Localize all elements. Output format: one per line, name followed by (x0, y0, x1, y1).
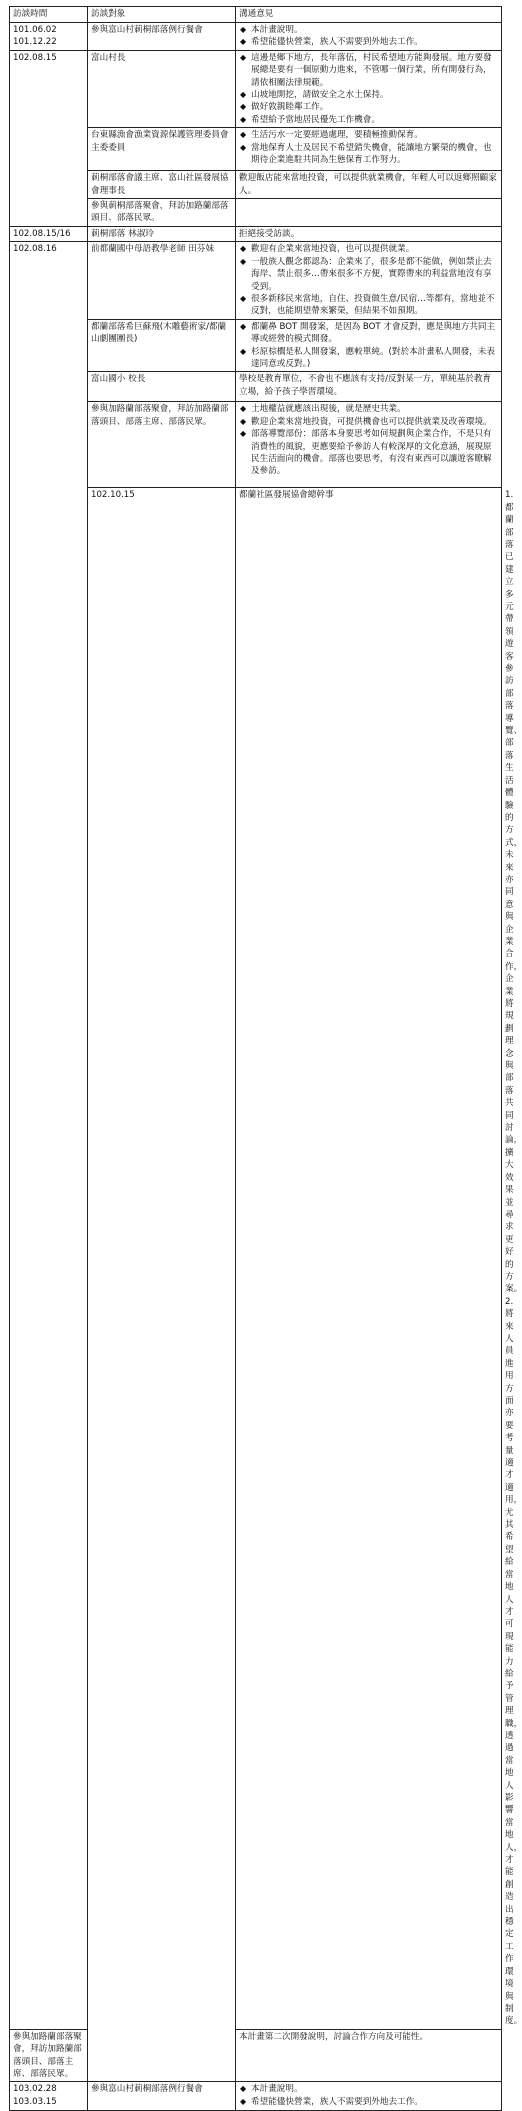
table-row: 102.10.15 都蘭社區發展協會總幹事 1.都蘭部落已建立多元帶領遊客參訪部落導覽、部落生活體驗的方式，未來亦同意與企業合作，企業將規劃理念與部落共同討論，擴大效果並尋求更好的方案。 2.將來人員進用方面亦要考量適才適用，尤其希望給當地人才可現能力給予管理職，透過當地人影響當地人，才能創造出穩定工作環境與制度。 (10, 488, 502, 2029)
target-cell: 參與富山村莿桐部落例行餐會 (88, 23, 236, 51)
diamond-bullet-icon: ◆ (240, 256, 247, 266)
note-item (239, 114, 498, 126)
note-list (239, 129, 498, 166)
note-item (239, 142, 498, 167)
date-line: 103.03.15 (13, 2096, 57, 2107)
note-item (239, 256, 498, 293)
target-cell: 莿桐部落會議主席、富山社區發展協會理事長 (88, 171, 236, 199)
note-text: 杉原棕櫚是私人開發案，應較單純。(對於本計畫私人開發，未表達同意或反對。) (251, 346, 495, 369)
diamond-bullet-icon: ◆ (240, 293, 247, 303)
note-text: 本計畫說明。 (251, 2084, 303, 2095)
notes-cell (236, 171, 502, 199)
note-text: 生活污水一定要經過處理，要積極推動保育。 (251, 130, 423, 141)
note-text: 歡迎企業來當地投資，可提供機會也可以提供就業及改善環境。 (251, 416, 492, 427)
note-item (239, 89, 498, 101)
target-cell: 參與富山村莿桐部落例行餐會 (88, 2082, 236, 2111)
note-item (239, 36, 498, 48)
date-line: 101.06.02 (13, 25, 57, 35)
note-item (239, 101, 498, 113)
diamond-bullet-icon: ◆ (240, 52, 247, 62)
note-item (239, 321, 498, 346)
table-row (10, 23, 502, 51)
notes-cell (236, 2029, 502, 2082)
diamond-bullet-icon: ◆ (240, 429, 247, 439)
notes-cell (236, 23, 502, 51)
diamond-bullet-icon: ◆ (240, 416, 247, 426)
target-cell: 參與加路蘭部落聚會，拜訪加路蘭部落頭目、部落主席、部落民眾。 (88, 402, 236, 488)
diamond-bullet-icon: ◆ (240, 102, 247, 112)
date-line: 102.08.15/16 (13, 228, 71, 239)
date-cell (88, 488, 236, 2082)
target-cell: 都蘭社區發展協會總幹事 (236, 488, 502, 2029)
notes-cell (236, 319, 502, 372)
note-item (239, 129, 498, 141)
diamond-bullet-icon: ◆ (240, 2084, 247, 2094)
note-text: 做好敦親睦鄰工作。 (251, 102, 329, 113)
notes-cell (236, 50, 502, 127)
header-notes: 溝通意見 (236, 7, 502, 23)
header-date: 訪談時間 (10, 7, 88, 23)
note-text: 當地保育人士及居民不希望錯失機會，能讓地方繁榮的機會，也期待企業進駐共同為生態保育工作努力。 (251, 142, 492, 166)
note-item (239, 346, 498, 371)
note-text: 一般族人觀念都認為：企業來了，很多是都不能做，例如禁止去海岸、禁止很多…帶來很多不方便，實際帶來的利益當地沒有享受到。 (251, 256, 492, 292)
diamond-bullet-icon: ◆ (240, 2096, 247, 2106)
note-text: 歡迎有企業來當地投資，也可以提供就業。 (251, 244, 415, 255)
note-text: 部落導覽部份：部落本身要思考如何規劃與企業合作，不是只有消費性的風貌，更應要給予參訪人有較深厚的文化意涵，展現原民生活面向的機會。部落也要思考，有沒有東西可以讓遊客瞭解及參訪。 (251, 429, 492, 477)
note-text: 很多新移民來當地，自住、投資做生意/民宿…等都有，當地並不反對，也能期望帶來繁榮，但結果不如預期。 (251, 293, 495, 317)
target-cell: 富山村長 (88, 50, 236, 127)
diamond-bullet-icon: ◆ (240, 244, 247, 254)
target-cell: 都蘭部落希巨蘇飛(木雕藝術家/都蘭山劇團團長) (88, 319, 236, 372)
note-list (239, 403, 498, 477)
notes-cell (236, 199, 502, 227)
target-cell: 參與加路蘭部落聚會，拜訪加路蘭部落頭目、部落主席、部落民眾。 (10, 2029, 88, 2082)
table-row (10, 50, 502, 127)
target-cell: 台東縣漁會漁業資源保護管理委員會 主委委員 (88, 128, 236, 171)
note-item (239, 428, 498, 478)
note-item (239, 293, 498, 318)
note-paragraph: 學校是教育單位，不會也不應該有支持/反對某一方，單純基於教育立場，給予孩子學習環境。 (239, 374, 492, 397)
note-text: 土地權益就應該出現後，就是歷史共業。 (251, 404, 406, 415)
note-item (239, 403, 498, 415)
diamond-bullet-icon: ◆ (240, 114, 247, 124)
note-text: 這邊是鄉下地方，長年落伍，村民希望地方能夠發展。地方要發展總是要有一個原動力進來，不管哪一個行業，所有開發行為，請依相關法律規範。 (251, 52, 492, 88)
note-paragraph: 歡迎飯店能來當地投資，可以提供就業機會，年輕人可以返鄉照顧家人。 (239, 173, 497, 196)
header-target: 訪談對象 (88, 7, 236, 23)
target-cell: 富山國小 校長 (88, 372, 236, 402)
diamond-bullet-icon: ◆ (240, 130, 247, 140)
note-list (239, 321, 498, 371)
note-list (239, 243, 498, 317)
note-item (239, 24, 498, 36)
date-line: 102.08.15 (13, 52, 57, 63)
note-text: 都蘭鼻 BOT 開發案，是因為 BOT 才會反對，應是與地方共同主導或經營的模式開發。 (251, 321, 496, 345)
diamond-bullet-icon: ◆ (240, 25, 247, 34)
diamond-bullet-icon: ◆ (240, 142, 247, 152)
note-item (239, 243, 498, 255)
date-cell (10, 226, 88, 241)
table-row (10, 2082, 502, 2111)
target-cell: 參與莿桐部落聚會，拜訪加路蘭部落頭目、部落民眾。 (88, 199, 236, 227)
note-list (239, 2083, 498, 2108)
table-row (10, 226, 502, 241)
date-line: 101.12.22 (13, 37, 57, 48)
notes-cell (236, 242, 502, 319)
note-list (239, 24, 498, 49)
interview-table (9, 6, 522, 2111)
date-cell (10, 50, 88, 226)
note-text: 希望能儘快營業，族人不需要到外地去工作。 (251, 37, 423, 48)
note-text: 希望能儘快營業，族人不需要到外地去工作。 (251, 2096, 423, 2107)
diamond-bullet-icon: ◆ (240, 321, 247, 331)
diamond-bullet-icon: ◆ (240, 346, 247, 356)
date-cell (10, 23, 88, 51)
date-line: 103.02.28 (13, 2084, 57, 2095)
note-item (239, 2083, 498, 2095)
diamond-bullet-icon: ◆ (240, 37, 247, 47)
date-cell (10, 2082, 88, 2111)
note-text: 本計畫說明。 (251, 25, 303, 35)
note-list (239, 52, 498, 126)
notes-cell (236, 2082, 502, 2111)
date-line: 102.08.16 (13, 244, 57, 255)
date-cell (10, 242, 88, 2029)
table-header (10, 7, 502, 23)
note-item (239, 416, 498, 428)
note-text: 山坡地開挖，請做安全之水土保持。 (251, 90, 389, 101)
note-paragraph: 拒絕接受訪談。 (239, 228, 300, 239)
notes-cell (236, 372, 502, 402)
diamond-bullet-icon: ◆ (240, 90, 247, 100)
diamond-bullet-icon: ◆ (240, 404, 247, 414)
notes-cell (236, 402, 502, 488)
date-line: 102.10.15 (91, 490, 135, 501)
target-cell: 莿桐部落 林淑玲 (88, 226, 236, 241)
table-body (10, 23, 522, 2111)
notes-cell (236, 226, 502, 241)
target-cell: 前都蘭國中母語教學老師 田芬妹 (88, 242, 236, 319)
notes-cell (236, 128, 502, 171)
note-item (239, 52, 498, 89)
note-text: 希望給予當地居民優先工作機會。 (251, 114, 380, 125)
note-item (239, 2096, 498, 2108)
note-paragraph: 本計畫第二次開發說明，討論合作方向及可能性。 (239, 2031, 429, 2042)
table-row (10, 2029, 502, 2082)
table-row (10, 242, 502, 319)
